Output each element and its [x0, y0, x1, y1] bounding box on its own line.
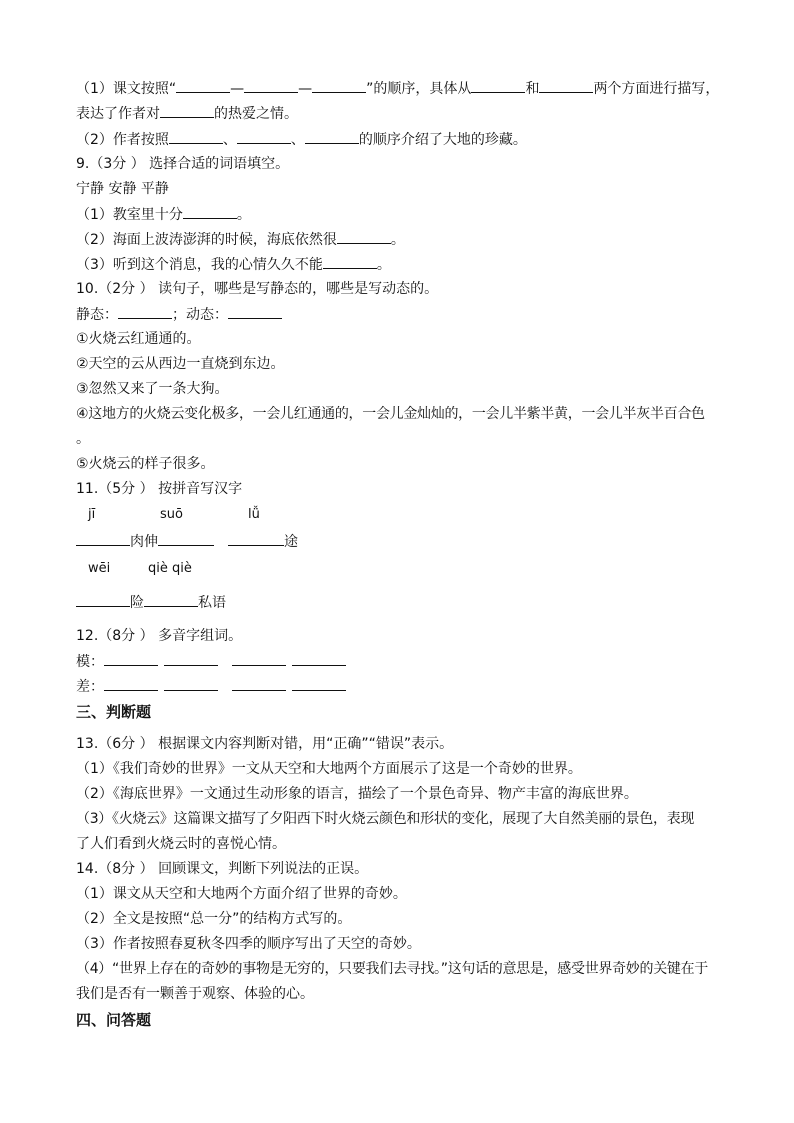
q8-text: 的热爱之情。 [214, 106, 298, 122]
q10-title: 10.（2分 ） 读句子，哪些是写静态的，哪些是写动态的。 [76, 281, 439, 297]
q12-row-mo [76, 651, 346, 672]
q11-text: 私语 [198, 595, 226, 611]
answer-blank[interactable] [160, 103, 214, 118]
q8-line-3 [76, 129, 527, 150]
answer-blank[interactable] [164, 651, 218, 666]
answer-blank[interactable] [104, 676, 158, 691]
answer-blank[interactable] [104, 651, 158, 666]
q9-text: （3）听到这个消息，我的心情久久不能 [76, 257, 323, 273]
section-heading-judgement: 三、判断题 [76, 703, 152, 721]
q10-sentence-3: ③忽然又来了一条大狗。 [76, 381, 229, 397]
static-label: 静态： [76, 307, 118, 323]
answer-blank[interactable] [232, 651, 286, 666]
pinyin-qieqie: qiè qiè [148, 561, 192, 576]
answer-blank[interactable] [539, 78, 593, 93]
answer-blank[interactable] [158, 531, 214, 546]
answer-blank[interactable] [244, 78, 298, 93]
answer-blank[interactable] [305, 129, 359, 144]
q11-title: 11.（5分 ） 按拼音写汉字 [76, 481, 243, 497]
q9-word-bank: 宁静 安静 平静 [76, 181, 169, 197]
answer-blank[interactable] [76, 531, 130, 546]
q13-item-3-cont: 了人们看到火烧云时的喜悦心情。 [76, 836, 286, 852]
q10-answer-line [76, 304, 282, 325]
pinyin-lv: lǚ [248, 507, 260, 522]
q14-item-1: （1）课文从天空和大地两个方面介绍了世界的奇妙。 [76, 886, 407, 902]
q14-item-4-cont: 我们是否有一颗善于观察、体验的心。 [76, 986, 314, 1002]
answer-blank[interactable] [323, 254, 377, 269]
pinyin-ji: jī [88, 507, 96, 522]
q11-text: 途 [284, 534, 298, 550]
answer-blank[interactable] [183, 204, 237, 219]
q10-sentence-4: ④这地方的火烧云变化极多，一会儿红通通的，一会儿金灿灿的，一会儿半紫半黄，一会儿半灰半百合色 [76, 406, 705, 422]
q13-title: 13.（6分 ） 根据课文内容判断对错，用“正确”“错误”表示。 [76, 736, 454, 752]
q12-row-cha [76, 676, 346, 697]
answer-blank[interactable] [312, 78, 366, 93]
q11-row-2 [76, 592, 226, 613]
answer-blank[interactable] [237, 129, 291, 144]
q11-text: 肉伸 [130, 534, 158, 550]
q14-item-3: （3）作者按照春夏秋冬四季的顺序写出了天空的奇妙。 [76, 936, 421, 952]
answer-blank[interactable] [169, 129, 223, 144]
q8-line-1 [76, 78, 719, 99]
q10-sentence-4-end: 。 [76, 431, 90, 447]
q13-item-3: （3）《火烧云》这篇课文描写了夕阳西下时火烧云颜色和形状的变化，展现了大自然美丽的景色，表现 [76, 811, 695, 827]
q8-text: 和 [525, 81, 540, 97]
q12-char: 差： [76, 679, 104, 695]
q10-sentence-1: ①火烧云红通通的。 [76, 331, 201, 347]
q8-text: 两个方面进行描写， [593, 81, 720, 97]
q9-text: （2）海面上波涛澎湃的时候，海底依然很 [76, 232, 337, 248]
q14-item-4: （4）“世界上存在的奇妙的事物是无穷的，只要我们去寻找。”这句话的意思是，感受世界奇妙的关键在于 [76, 961, 709, 977]
separator: 、 [222, 132, 237, 148]
q9-item-1 [76, 204, 251, 225]
q8-text: （1）课文按照“ [76, 81, 177, 97]
answer-blank[interactable] [144, 592, 198, 607]
q9-text: 。 [236, 207, 251, 223]
q11-row-1 [76, 531, 298, 552]
q13-item-1: （1）《我们奇妙的世界》一文从天空和大地两个方面展示了这是一个奇妙的世界。 [76, 761, 582, 777]
answer-blank[interactable] [76, 592, 130, 607]
q9-item-2 [76, 229, 405, 250]
q8-line-2 [76, 103, 298, 124]
q9-title: 9.（3分 ） 选择合适的词语填空。 [76, 156, 290, 172]
q11-text: 险 [130, 595, 144, 611]
answer-blank[interactable] [164, 676, 218, 691]
dash: — [230, 81, 245, 97]
dash: — [298, 81, 313, 97]
q10-sentence-2: ②天空的云从西边一直烧到东边。 [76, 356, 285, 372]
q9-text: 。 [376, 257, 391, 273]
q8-text: 的顺序介绍了大地的珍藏。 [358, 132, 527, 148]
q12-char: 模： [76, 654, 104, 670]
answer-blank[interactable] [228, 304, 282, 319]
answer-blank[interactable] [232, 676, 286, 691]
q10-sentence-5: ⑤火烧云的样子很多。 [76, 456, 215, 472]
answer-blank[interactable] [337, 229, 391, 244]
answer-blank[interactable] [292, 676, 346, 691]
separator: 、 [290, 132, 305, 148]
section-heading-qa: 四、问答题 [76, 1011, 152, 1029]
answer-blank[interactable] [292, 651, 346, 666]
q12-title: 12.（8分 ） 多音字组词。 [76, 628, 243, 644]
answer-blank[interactable] [471, 78, 525, 93]
pinyin-wei: wēi [88, 561, 111, 576]
q9-item-3 [76, 254, 391, 275]
pinyin-suo: suō [160, 507, 183, 522]
q14-title: 14.（8分 ） 回顾课文，判断下列说法的正误。 [76, 861, 369, 877]
q8-text: 表达了作者对 [76, 106, 160, 122]
q8-text: ”的顺序，具体从 [366, 81, 472, 97]
answer-blank[interactable] [176, 78, 230, 93]
q9-text: （1）教室里十分 [76, 207, 183, 223]
q9-text: 。 [390, 232, 405, 248]
answer-blank[interactable] [228, 531, 284, 546]
q13-item-2: （2）《海底世界》一文通过生动形象的语言，描绘了一个景色奇异、物产丰富的海底世界。 [76, 786, 638, 802]
q14-item-2: （2）全文是按照“总一分”的结构方式写的。 [76, 911, 352, 927]
answer-blank[interactable] [118, 304, 172, 319]
q8-text: （2）作者按照 [76, 132, 169, 148]
dynamic-label: ；动态： [172, 307, 228, 323]
